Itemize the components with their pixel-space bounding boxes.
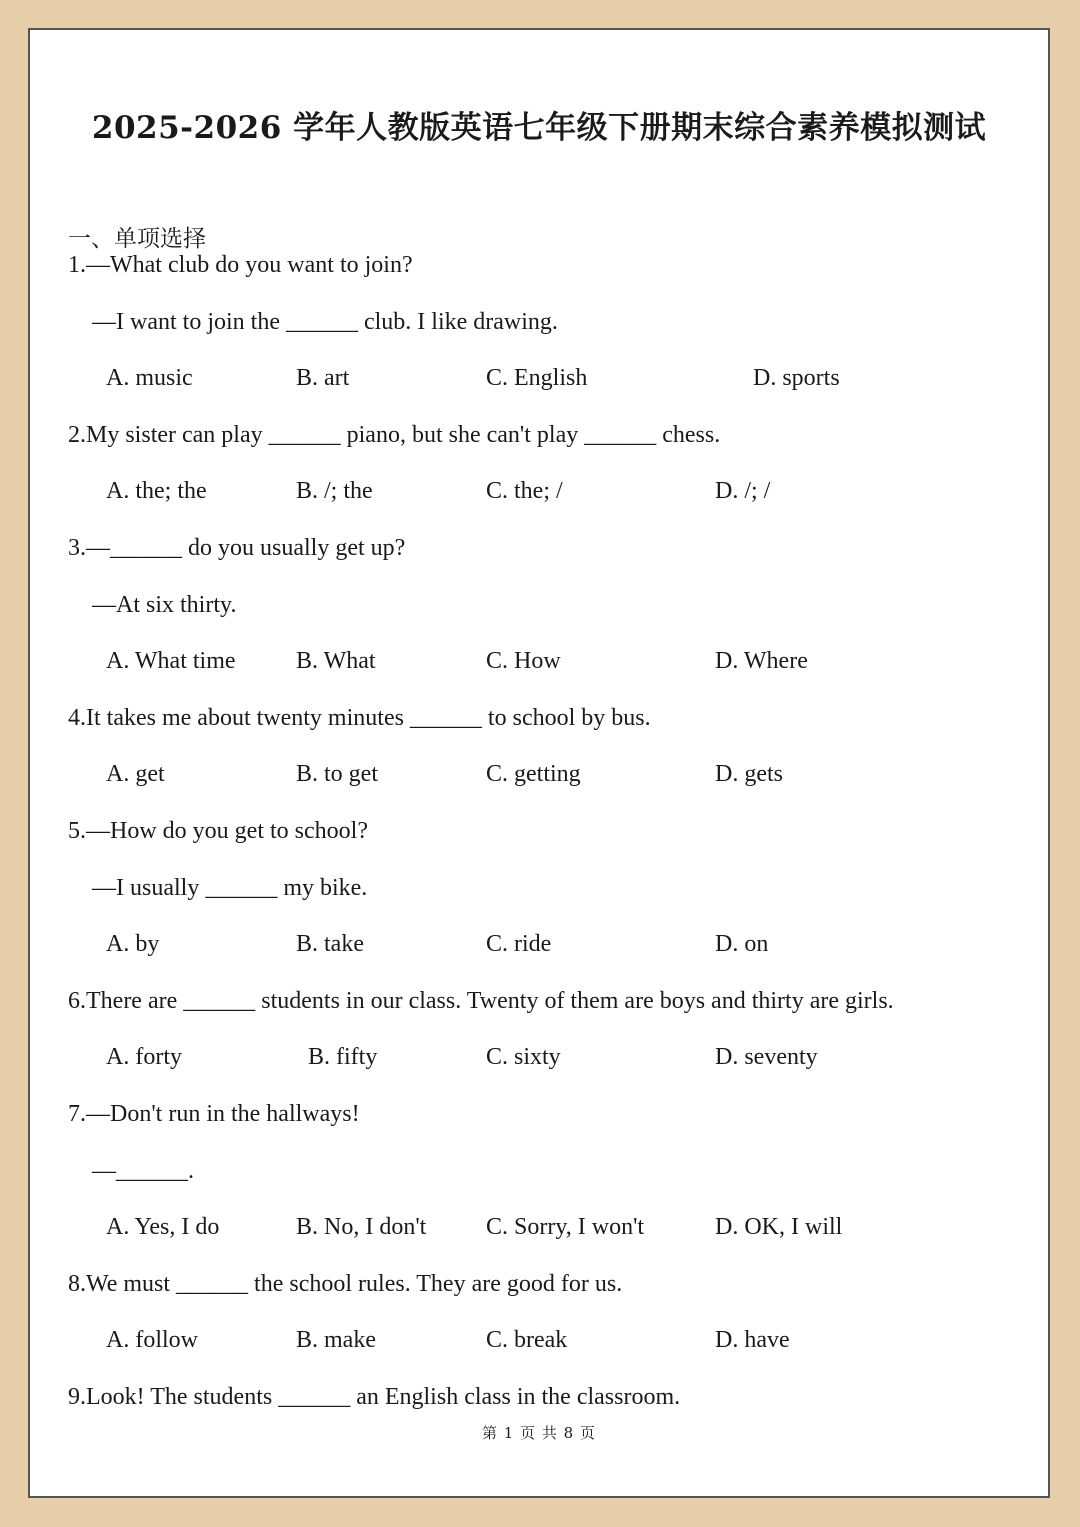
option-b[interactable]: B. to get: [296, 761, 378, 787]
question-1-answer-line: —I want to join the ______ club. I like drawing.: [92, 309, 558, 335]
question-6-stem: 6.There are ______ students in our class. Twenty of them are boys and thirty are girls.: [68, 988, 894, 1014]
option-b[interactable]: B. take: [296, 931, 364, 957]
question-3-answer-line: —At six thirty.: [92, 592, 237, 618]
option-c[interactable]: C. the; /: [486, 478, 563, 504]
option-c[interactable]: C. How: [486, 648, 561, 674]
option-b[interactable]: B. art: [296, 365, 350, 391]
question-9-stem: 9.Look! The students ______ an English class in the classroom.: [68, 1384, 681, 1410]
option-a[interactable]: A. Yes, I do: [106, 1214, 220, 1240]
option-a[interactable]: A. get: [106, 761, 165, 787]
option-c[interactable]: C. Sorry, I won't: [486, 1214, 645, 1240]
option-c[interactable]: C. sixty: [486, 1044, 561, 1070]
question-8-stem: 8.We must ______ the school rules. They are good for us.: [68, 1271, 623, 1297]
option-a[interactable]: A. follow: [106, 1327, 198, 1353]
option-c[interactable]: C. getting: [486, 761, 581, 787]
option-a[interactable]: A. by: [106, 931, 160, 957]
page-number: 第 1 页 共 8 页: [482, 1424, 596, 1442]
option-c[interactable]: C. ride: [486, 931, 552, 957]
option-d[interactable]: D. Where: [715, 648, 808, 674]
exam-title: 2025-2026 学年人教版英语七年级下册期末综合素养模拟测试: [91, 110, 987, 146]
option-a[interactable]: A. forty: [106, 1044, 182, 1070]
option-d[interactable]: D. gets: [715, 761, 783, 787]
option-d[interactable]: D. on: [715, 931, 769, 957]
question-3-stem: 3.—______ do you usually get up?: [68, 535, 406, 561]
question-7-answer-line: —______.: [92, 1158, 194, 1184]
option-b[interactable]: B. fifty: [308, 1044, 378, 1070]
option-d[interactable]: D. seventy: [715, 1044, 818, 1070]
option-d[interactable]: D. OK, I will: [715, 1214, 843, 1240]
question-2-stem: 2.My sister can play ______ piano, but she can't play ______ chess.: [68, 422, 721, 448]
option-d[interactable]: D. have: [715, 1327, 790, 1353]
question-1-stem: 1.—What club do you want to join?: [68, 252, 413, 278]
question-5-answer-line: —I usually ______ my bike.: [92, 875, 368, 901]
exam-page: [28, 28, 1050, 1498]
option-a[interactable]: A. the; the: [106, 478, 207, 504]
option-b[interactable]: B. No, I don't: [296, 1214, 427, 1240]
question-5-stem: 5.—How do you get to school?: [68, 818, 368, 844]
option-b[interactable]: B. What: [296, 648, 376, 674]
question-7-stem: 7.—Don't run in the hallways!: [68, 1101, 360, 1127]
option-a[interactable]: A. What time: [106, 648, 236, 674]
option-d[interactable]: D. /; /: [715, 478, 771, 504]
option-d[interactable]: D. sports: [753, 365, 840, 391]
option-b[interactable]: B. make: [296, 1327, 376, 1353]
option-c[interactable]: C. break: [486, 1327, 568, 1353]
option-c[interactable]: C. English: [486, 365, 588, 391]
section-heading: 一、单项选择: [68, 226, 206, 252]
question-4-stem: 4.It takes me about twenty minutes ______ to school by bus.: [68, 705, 651, 731]
option-a[interactable]: A. music: [106, 365, 193, 391]
option-b[interactable]: B. /; the: [296, 478, 373, 504]
